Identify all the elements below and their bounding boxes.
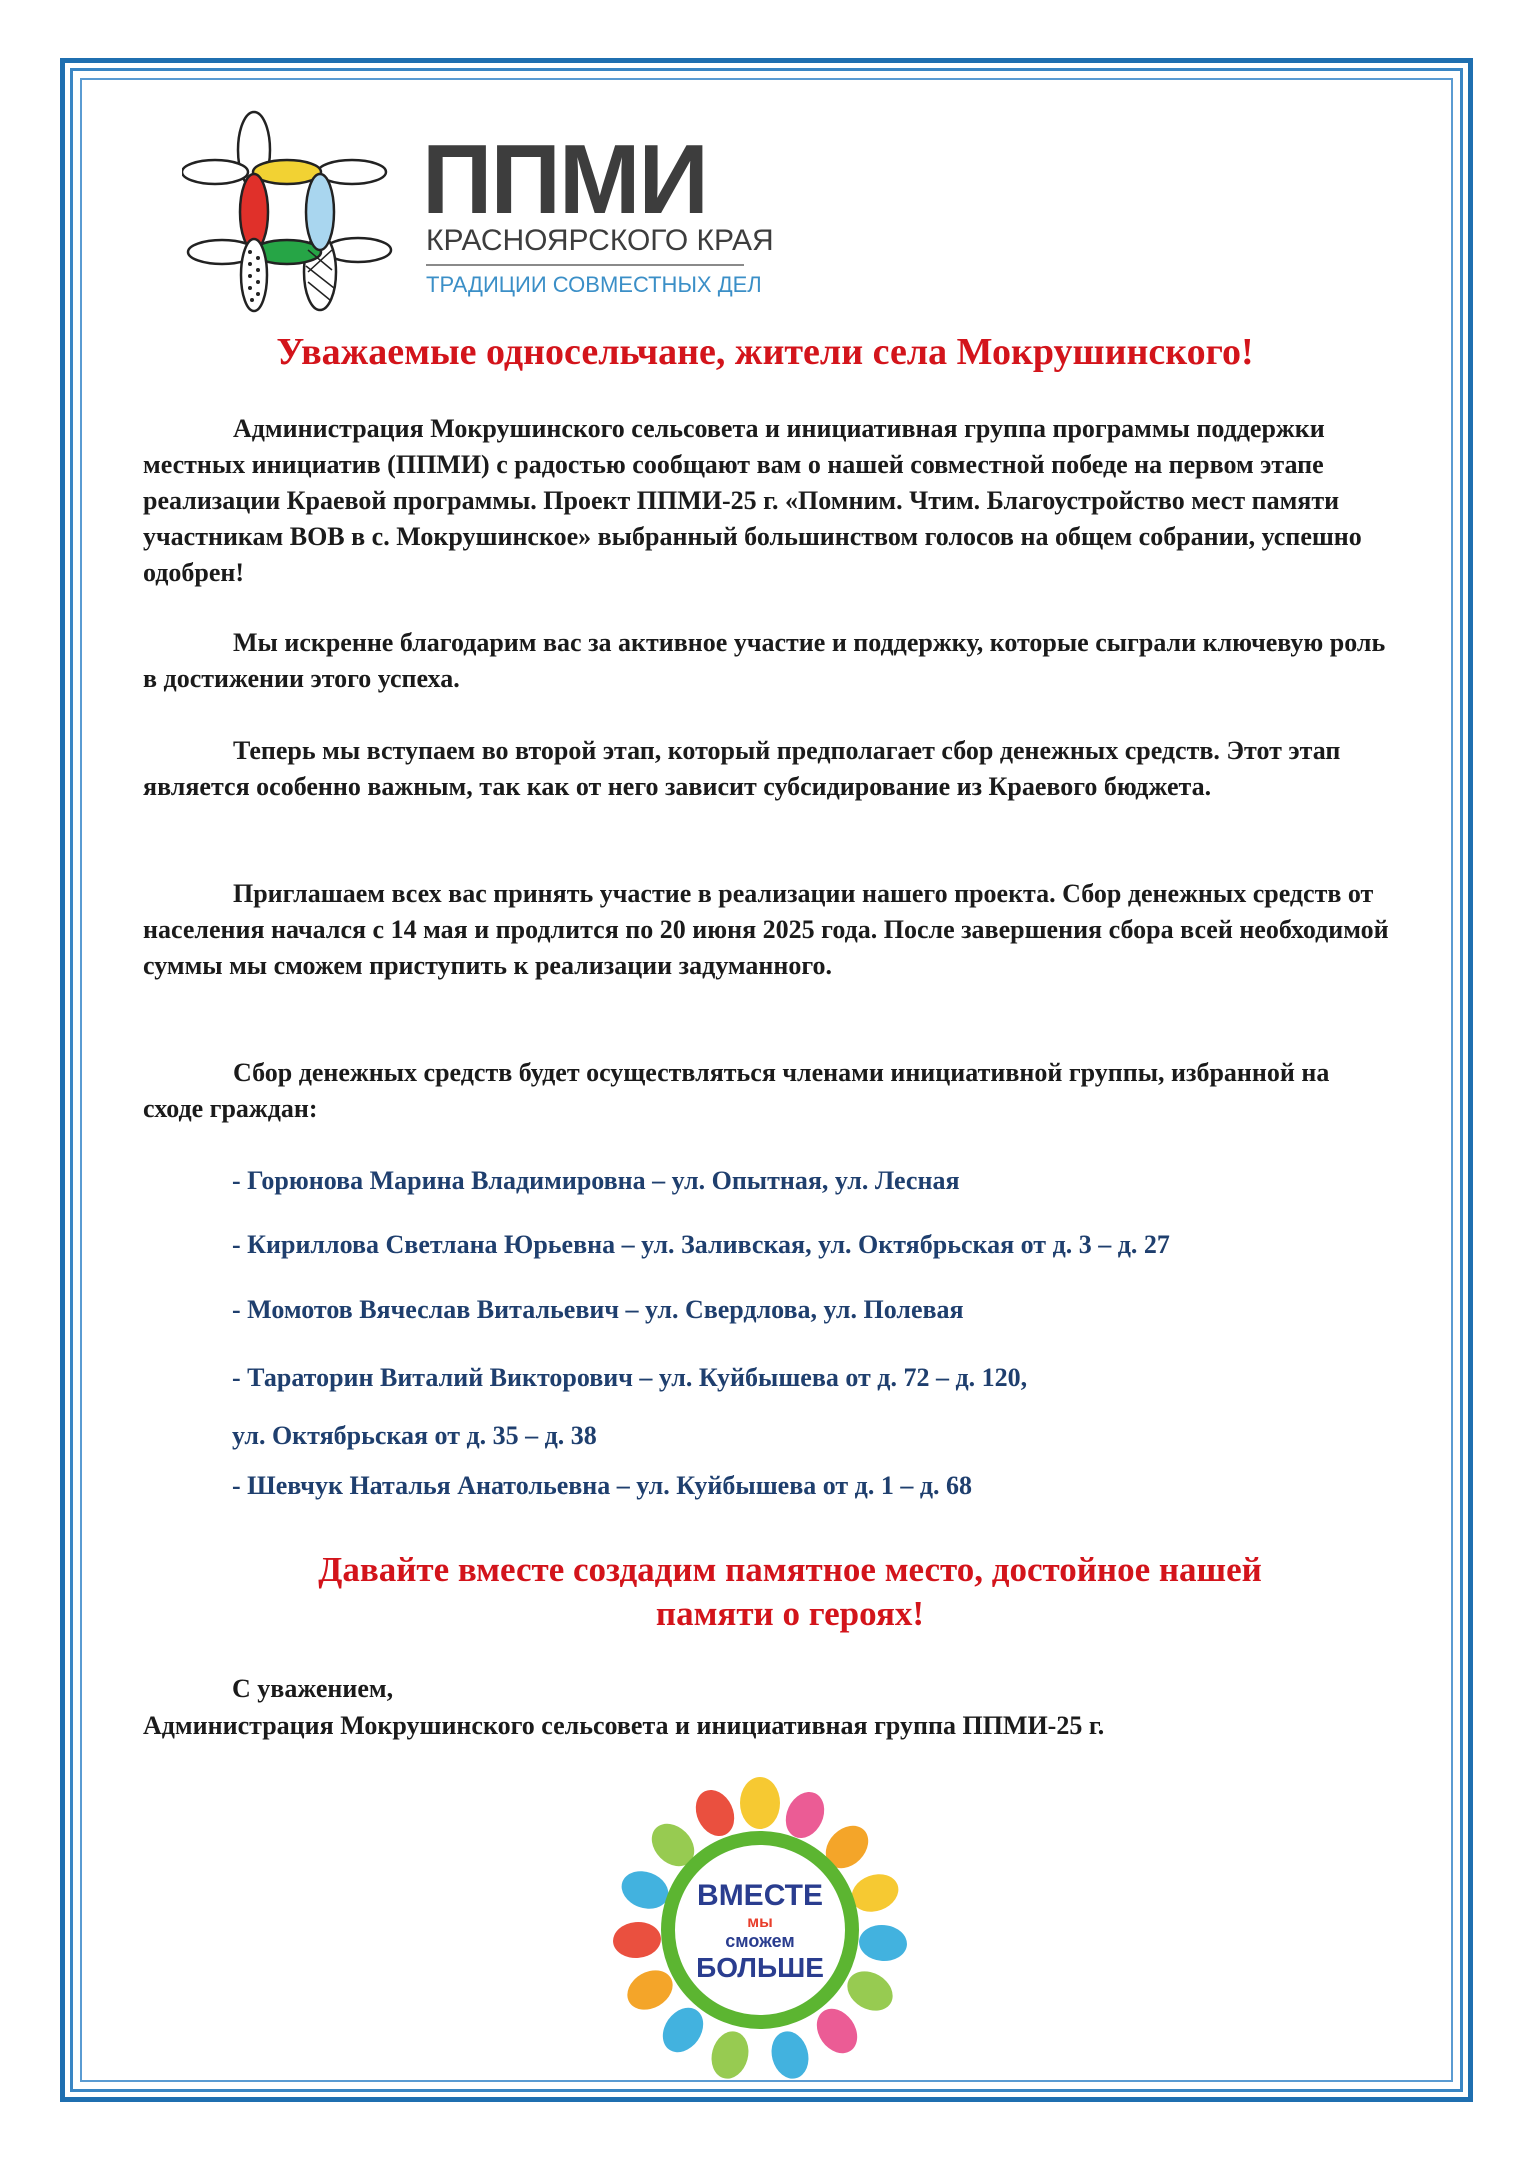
- regards-line: С уважением,: [232, 1674, 394, 1703]
- together-emblem: [605, 1775, 915, 2085]
- closing-appeal: [200, 1548, 1380, 1636]
- paragraph-invitation: Приглашаем всех вас принять участие в реализации нашего проекта. Сбор денежных средств от населения начался с 14 мая и продлится по 20 июня 2025 года. После завершения сбора всей необходимой суммы мы сможем приступить к реализации задуманного.: [143, 879, 1389, 980]
- list-item-member: - Кириллова Светлана Юрьевна – ул. Заливская, ул. Октябрьская от д. 3 – д. 27: [232, 1230, 1170, 1259]
- logo-title: ППМИ: [422, 124, 707, 234]
- handprints-ring-icon: [605, 1775, 915, 2085]
- logo-tagline: ТРАДИЦИИ СОВМЕСТНЫХ ДЕЛ: [426, 272, 762, 297]
- paragraph-announcement: Администрация Мокрушинского сельсовета и инициативная группа программы поддержки местных инициатив (ППМИ) с радостью сообщают вам о нашей совместной победе на первом этапе реализации Краевой программы. Проект ППМИ-25 г. «Помним. Чтим. Благоустройство мест памяти участникам ВОВ в с. Мокрушинское» выбранный большинством голосов на общем собрании, успешно одобрен!: [143, 414, 1362, 587]
- paragraph-collectors: Сбор денежных средств будет осуществляться членами инициативной группы, избранной на сходе граждан:: [143, 1058, 1330, 1123]
- list-item-member: - Тараторин Виталий Викторович – ул. Куйбышева от д. 72 – д. 120,: [232, 1363, 1028, 1392]
- paragraph-thanks: Мы искренне благодарим вас за активное участие и поддержку, которые сыграли ключевую роль в достижении этого успеха.: [143, 628, 1386, 693]
- list-item-member: - Горюнова Марина Владимировна – ул. Опытная, ул. Лесная: [232, 1166, 960, 1195]
- list-item-member: - Шевчук Наталья Анатольевна – ул. Куйбышева от д. 1 – д. 68: [232, 1471, 972, 1500]
- signature-line: Администрация Мокрушинского сельсовета и инициативная группа ППМИ-25 г.: [143, 1711, 1105, 1740]
- emblem-line-4: БОЛЬШЕ: [696, 1952, 824, 1983]
- emblem-line-3: сможем: [725, 1931, 795, 1951]
- closing-line-2: памяти о героях!: [655, 1594, 925, 1633]
- list-item-member-continued: ул. Октябрьская от д. 35 – д. 38: [232, 1421, 597, 1450]
- ppmi-flower-icon: [182, 110, 397, 315]
- closing-line-1: Давайте вместе создадим памятное место, достойное нашей: [318, 1550, 1262, 1589]
- paragraph-second-stage: Теперь мы вступаем во второй этап, который предполагает сбор денежных средств. Этот этап является особенно важным, так как от него зависит субсидирование из Краевого бюджета.: [143, 736, 1341, 801]
- logo-divider: [426, 264, 744, 266]
- emblem-line-1: ВМЕСТЕ: [697, 1879, 823, 1912]
- logo-subtitle: КРАСНОЯРСКОГО КРАЯ: [426, 224, 774, 257]
- list-item-member: - Момотов Вячеслав Витальевич – ул. Свердлова, ул. Полевая: [232, 1295, 964, 1324]
- emblem-line-2: мы: [747, 1914, 773, 1931]
- page-headline: Уважаемые односельчане, жители села Мокрушинского!: [276, 331, 1254, 373]
- ppmi-logo: [182, 110, 782, 315]
